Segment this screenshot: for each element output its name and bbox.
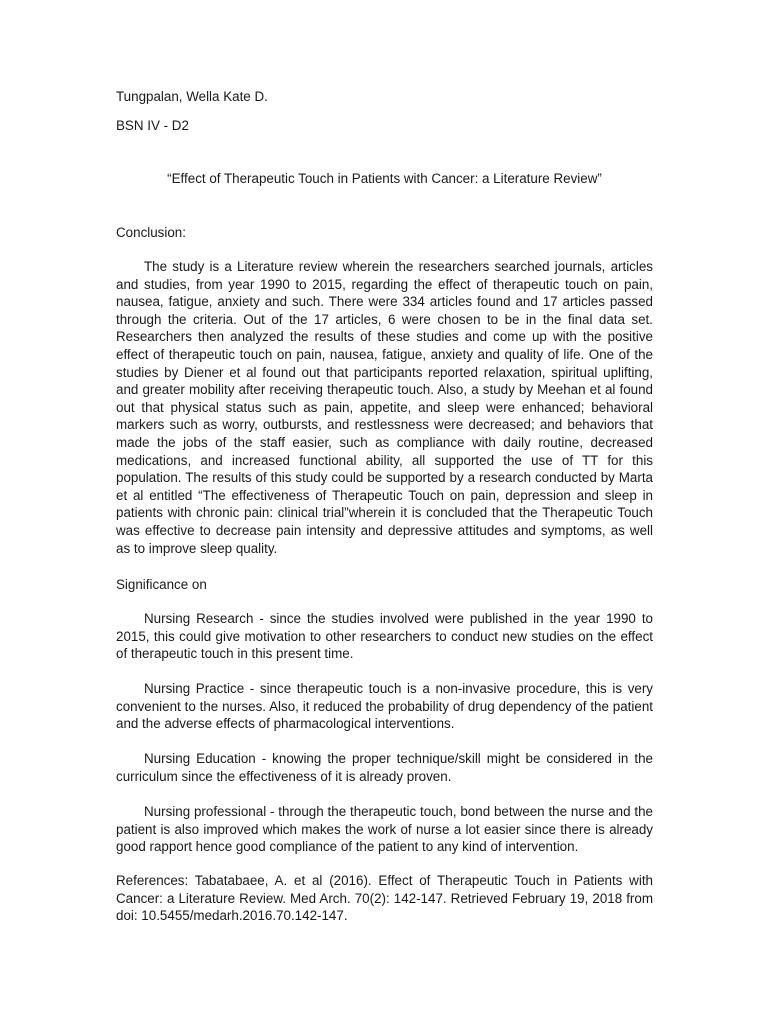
significance-heading: Significance on [116, 577, 207, 592]
nursing-education-paragraph: Nursing Education - knowing the proper technique/skill might be considered in the curriculum since the effectiveness of it is already proven. [116, 751, 653, 784]
nursing-professional-paragraph: Nursing professional - through the therapeutic touch, bond between the nurse and the patient is also improved which makes the work of nurse a lot easier since there is already good rapport hence good compliance of the patient to any kind of intervention. [116, 804, 653, 855]
author-name: Tungpalan, Wella Kate D. [116, 89, 268, 104]
nursing-research-paragraph: Nursing Research - since the studies involved were published in the year 1990 to 2015, this could give motivation to other researchers to conduct new studies on the effect of therapeutic touch in this present time. [116, 611, 653, 662]
class-section: BSN IV - D2 [116, 118, 189, 133]
nursing-practice-paragraph: Nursing Practice - since therapeutic touch is a non-invasive procedure, this is very convenient to the nurses. Also, it reduced the probability of drug dependency of the patient and the adverse effects of pharmacological interventions. [116, 681, 653, 732]
document-title: “Effect of Therapeutic Touch in Patients with Cancer: a Literature Review” [167, 171, 602, 186]
document-page [116, 0, 653, 1024]
conclusion-heading: Conclusion: [116, 225, 186, 240]
conclusion-paragraph: The study is a Literature review wherein the researchers searched journals, articles and studies, from year 1990 to 2015, regarding the effect of therapeutic touch on pain, nausea, fatigue, anxiety and such. There were 334 articles found and 17 articles passed through the criteria. Out of the 17 articles, 6 were chosen to be in the final data set. Researchers then analyzed the results of these studies and come up with the positive effect of therapeutic touch on pain, nausea, fatigue, anxiety and quality of life. One of the studies by Diener et al found out that participants reported relaxation, spiritual uplifting, and greater mobility after receiving therapeutic touch. Also, a study by Meehan et al found out that physical status such as pain, appetite, and sleep were enhanced; behavioral markers such as worry, outbursts, and restlessness were decreased; and behaviors that made the jobs of the staff easier, such as compliance with daily routine, decreased medications, and increased functional ability, all supported the use of TT for this population. The results of this study could be supported by a research conducted by Marta et al entitled “The effectiveness of Therapeutic Touch on pain, depression and sleep in patients with chronic pain: clinical trial”wherein it is concluded that the Therapeutic Touch was effective to decrease pain intensity and depressive attitudes and symptoms, as well as to improve sleep quality. [116, 259, 653, 556]
references-paragraph: References: Tabatabaee, A. et al (2016). Effect of Therapeutic Touch in Patients with Cancer: a Literature Review. Med Arch. 70(2): 142-147. Retrieved February 19, 2018 from doi: 10.5455/medarh.2016.70.142-147. [116, 873, 653, 924]
